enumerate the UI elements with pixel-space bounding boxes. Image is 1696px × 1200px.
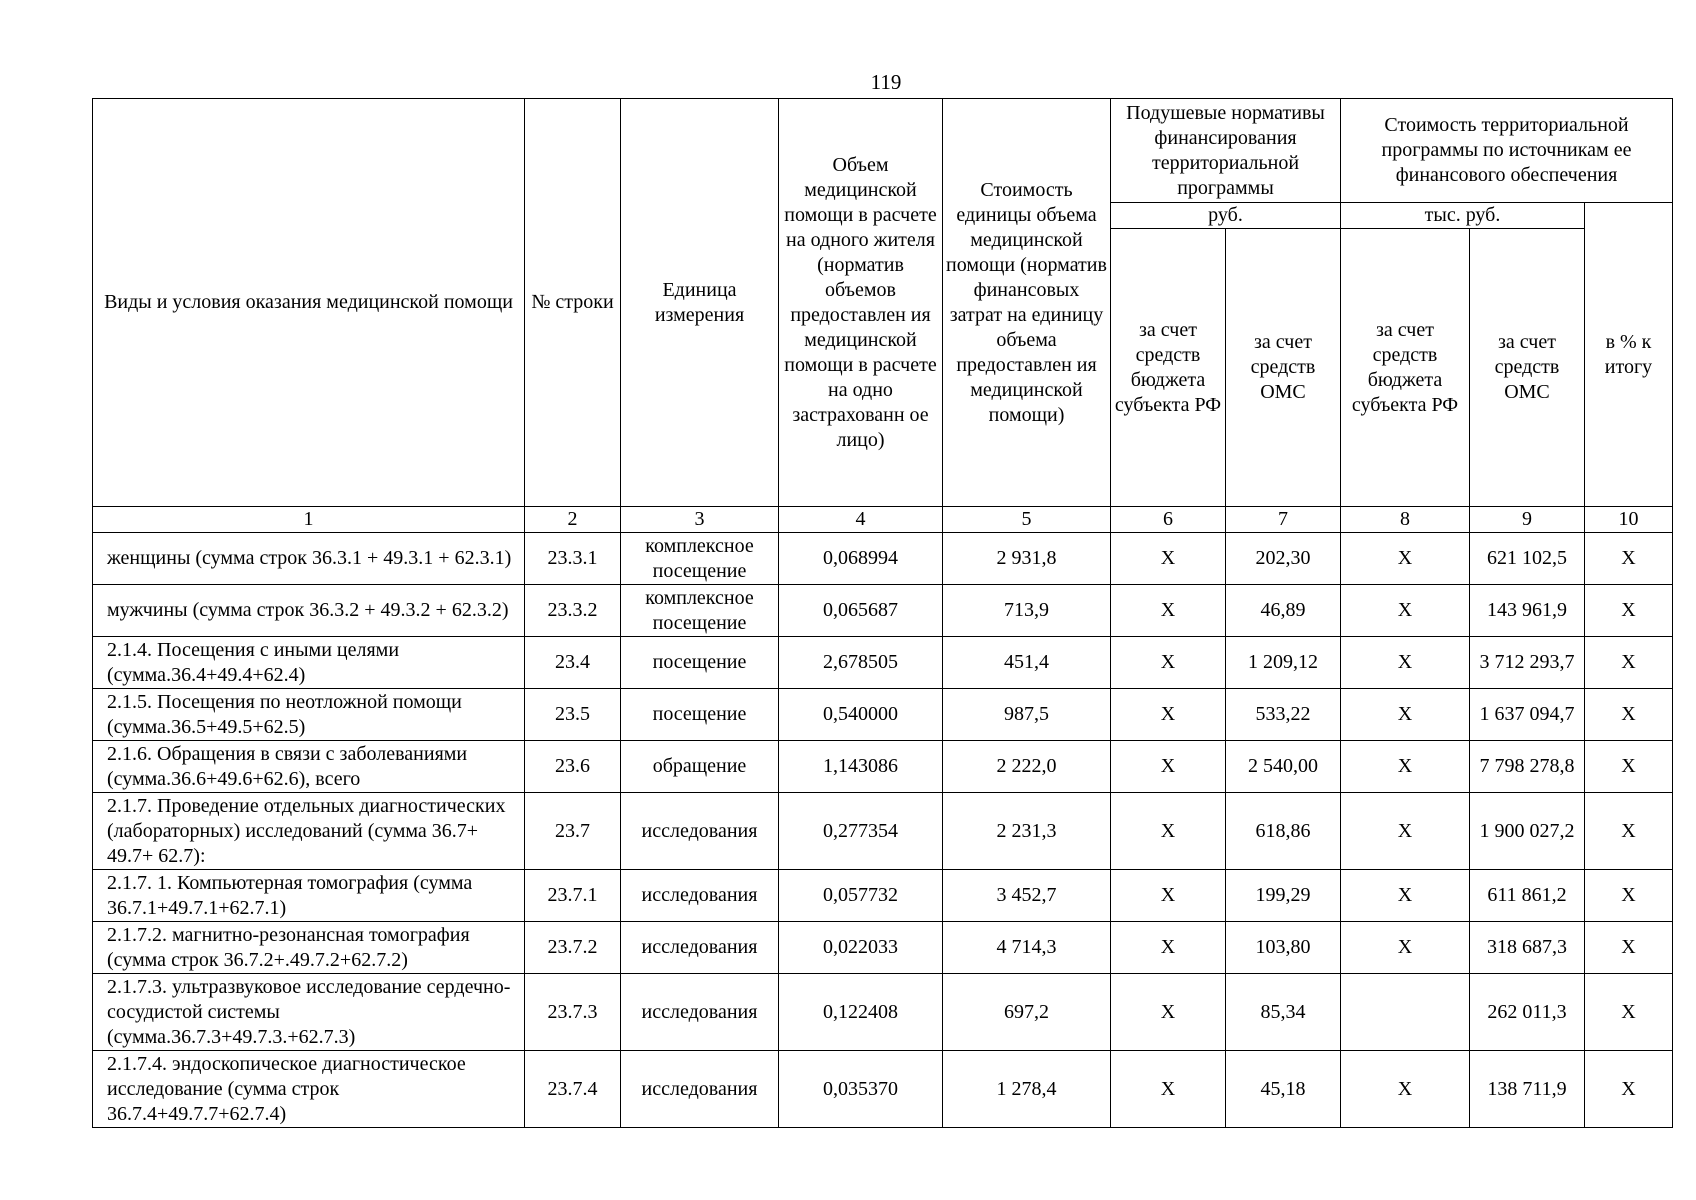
row-cost-oms: 7 798 278,8 [1470,741,1585,793]
row-volume: 0,065687 [779,585,943,637]
row-pc-oms: 199,29 [1226,870,1341,922]
column-number: 2 [525,507,621,533]
row-volume: 0,122408 [779,974,943,1051]
header-cost-budget: за счет средств бюджета субъекта РФ [1341,229,1470,507]
column-number: 4 [779,507,943,533]
row-percent: X [1585,974,1673,1051]
row-cost-budget: X [1341,585,1470,637]
header-line-number: № строки [525,99,621,507]
row-pc-oms: 2 540,00 [1226,741,1341,793]
row-unit: исследования [621,870,779,922]
row-pc-budget: X [1111,870,1226,922]
row-unit: исследования [621,922,779,974]
row-cost-budget: X [1341,793,1470,870]
row-name: 2.1.7.2. магнитно-резонансная томография (сумма строк 36.7.2+.49.7.2+62.7.2) [93,922,525,974]
row-pc-oms: 85,34 [1226,974,1341,1051]
row-pc-budget: X [1111,585,1226,637]
row-cost-budget: X [1341,533,1470,585]
column-number: 10 [1585,507,1673,533]
row-line-number: 23.7.3 [525,974,621,1051]
row-pc-budget: X [1111,922,1226,974]
column-number: 1 [93,507,525,533]
table-row [93,1051,1673,1128]
row-volume: 0,068994 [779,533,943,585]
row-name: женщины (сумма строк 36.3.1 + 49.3.1 + 62.3.1) [93,533,525,585]
row-cost-budget: X [1341,689,1470,741]
row-name: 2.1.7. Проведение отдельных диагностических (лабораторных) исследований (сумма 36.7+ 49.7+ 62.7): [93,793,525,870]
row-pc-budget: X [1111,533,1226,585]
header-unit-thousand-rub: тыс. руб. [1341,203,1585,229]
row-pc-oms: 202,30 [1226,533,1341,585]
header-pc-oms: за счет средств ОМС [1226,229,1341,507]
row-volume: 2,678505 [779,637,943,689]
row-line-number: 23.7.4 [525,1051,621,1128]
row-unit: комплексное посещение [621,585,779,637]
table-row [93,793,1673,870]
column-number: 3 [621,507,779,533]
row-unit-cost: 713,9 [943,585,1111,637]
row-line-number: 23.6 [525,741,621,793]
row-volume: 0,057732 [779,870,943,922]
row-volume: 0,035370 [779,1051,943,1128]
financing-table [92,98,1673,1128]
row-pc-budget: X [1111,741,1226,793]
row-cost-budget: X [1341,922,1470,974]
row-unit-cost: 2 231,3 [943,793,1111,870]
row-pc-oms: 1 209,12 [1226,637,1341,689]
row-percent: X [1585,793,1673,870]
header-care-type: Виды и условия оказания медицинской помощи [93,99,525,507]
row-cost-oms: 611 861,2 [1470,870,1585,922]
row-unit-cost: 4 714,3 [943,922,1111,974]
row-percent: X [1585,870,1673,922]
row-pc-oms: 533,22 [1226,689,1341,741]
row-pc-budget: X [1111,793,1226,870]
row-line-number: 23.3.2 [525,585,621,637]
row-percent: X [1585,637,1673,689]
row-pc-budget: X [1111,637,1226,689]
row-percent: X [1585,533,1673,585]
row-unit: посещение [621,637,779,689]
row-name: мужчины (сумма строк 36.3.2 + 49.3.2 + 62.3.2) [93,585,525,637]
row-cost-oms: 318 687,3 [1470,922,1585,974]
row-cost-budget: X [1341,1051,1470,1128]
table-row [93,585,1673,637]
row-percent: X [1585,585,1673,637]
row-unit: обращение [621,741,779,793]
row-cost-budget: X [1341,741,1470,793]
row-line-number: 23.3.1 [525,533,621,585]
row-cost-oms: 262 011,3 [1470,974,1585,1051]
row-unit-cost: 1 278,4 [943,1051,1111,1128]
row-line-number: 23.7 [525,793,621,870]
row-cost-oms: 1 900 027,2 [1470,793,1585,870]
header-pc-budget: за счет средств бюджета субъекта РФ [1111,229,1226,507]
row-percent: X [1585,689,1673,741]
row-unit: исследования [621,974,779,1051]
row-percent: X [1585,1051,1673,1128]
table-row [93,870,1673,922]
row-unit-cost: 2 222,0 [943,741,1111,793]
row-volume: 0,540000 [779,689,943,741]
row-cost-oms: 621 102,5 [1470,533,1585,585]
row-volume: 0,022033 [779,922,943,974]
row-unit: комплексное посещение [621,533,779,585]
row-pc-oms: 46,89 [1226,585,1341,637]
row-name: 2.1.7. 1. Компьютерная томография (сумма 36.7.1+49.7.1+62.7.1) [93,870,525,922]
row-name: 2.1.4. Посещения с иными целями (сумма.36.4+49.4+62.4) [93,637,525,689]
row-cost-oms: 143 961,9 [1470,585,1585,637]
column-number: 5 [943,507,1111,533]
row-name: 2.1.7.3. ультразвуковое исследование сердечно-сосудистой системы (сумма.36.7.3+49.7.3.+62.7.3) [93,974,525,1051]
row-name: 2.1.6. Обращения в связи с заболеваниями (сумма.36.6+49.6+62.6), всего [93,741,525,793]
row-unit-cost: 697,2 [943,974,1111,1051]
header-unit-rub: руб. [1111,203,1341,229]
row-line-number: 23.7.2 [525,922,621,974]
row-pc-oms: 45,18 [1226,1051,1341,1128]
header-cost-oms: за счет средств ОМС [1470,229,1585,507]
column-number-row [93,507,1673,533]
table-row [93,974,1673,1051]
row-unit: исследования [621,793,779,870]
row-percent: X [1585,741,1673,793]
page-number: 119 [870,70,902,94]
column-number: 6 [1111,507,1226,533]
row-cost-oms: 138 711,9 [1470,1051,1585,1128]
row-pc-budget: X [1111,974,1226,1051]
row-cost-oms: 1 637 094,7 [1470,689,1585,741]
row-unit-cost: 451,4 [943,637,1111,689]
row-cost-budget: X [1341,637,1470,689]
row-name: 2.1.7.4. эндоскопическое диагностическое исследование (сумма строк 36.7.4+49.7.7+62.7.4) [93,1051,525,1128]
header-volume: Объем медицинской помощи в расчете на одного жителя (норматив объемов предоставлен ия медицинской помощи в расчете на одно застрахованн ое лицо) [779,99,943,507]
row-unit-cost: 3 452,7 [943,870,1111,922]
row-unit: посещение [621,689,779,741]
row-unit-cost: 2 931,8 [943,533,1111,585]
row-line-number: 23.4 [525,637,621,689]
row-pc-budget: X [1111,1051,1226,1128]
row-pc-oms: 618,86 [1226,793,1341,870]
table-row [93,637,1673,689]
row-unit-cost: 987,5 [943,689,1111,741]
row-volume: 0,277354 [779,793,943,870]
column-number: 9 [1470,507,1585,533]
row-cost-budget [1341,974,1470,1051]
header-cost-group: Стоимость территориальной программы по источникам ее финансового обеспечения [1341,99,1673,203]
table-row [93,741,1673,793]
row-cost-oms: 3 712 293,7 [1470,637,1585,689]
row-line-number: 23.7.1 [525,870,621,922]
column-number: 7 [1226,507,1341,533]
header-per-capita-group: Подушевые нормативы финансирования территориальной программы [1111,99,1341,203]
row-unit: исследования [621,1051,779,1128]
header-unit-cost: Стоимость единицы объема медицинской помощи (норматив финансовых затрат на единицу объема предоставлен ия медицинской помощи) [943,99,1111,507]
row-pc-budget: X [1111,689,1226,741]
table-row [93,689,1673,741]
row-percent: X [1585,922,1673,974]
row-volume: 1,143086 [779,741,943,793]
row-cost-budget: X [1341,870,1470,922]
row-name: 2.1.5. Посещения по неотложной помощи (сумма.36.5+49.5+62.5) [93,689,525,741]
table-row [93,533,1673,585]
column-number: 8 [1341,507,1470,533]
row-line-number: 23.5 [525,689,621,741]
header-unit: Единица измерения [621,99,779,507]
header-percent: в % к итогу [1585,203,1673,507]
row-pc-oms: 103,80 [1226,922,1341,974]
table-row [93,922,1673,974]
